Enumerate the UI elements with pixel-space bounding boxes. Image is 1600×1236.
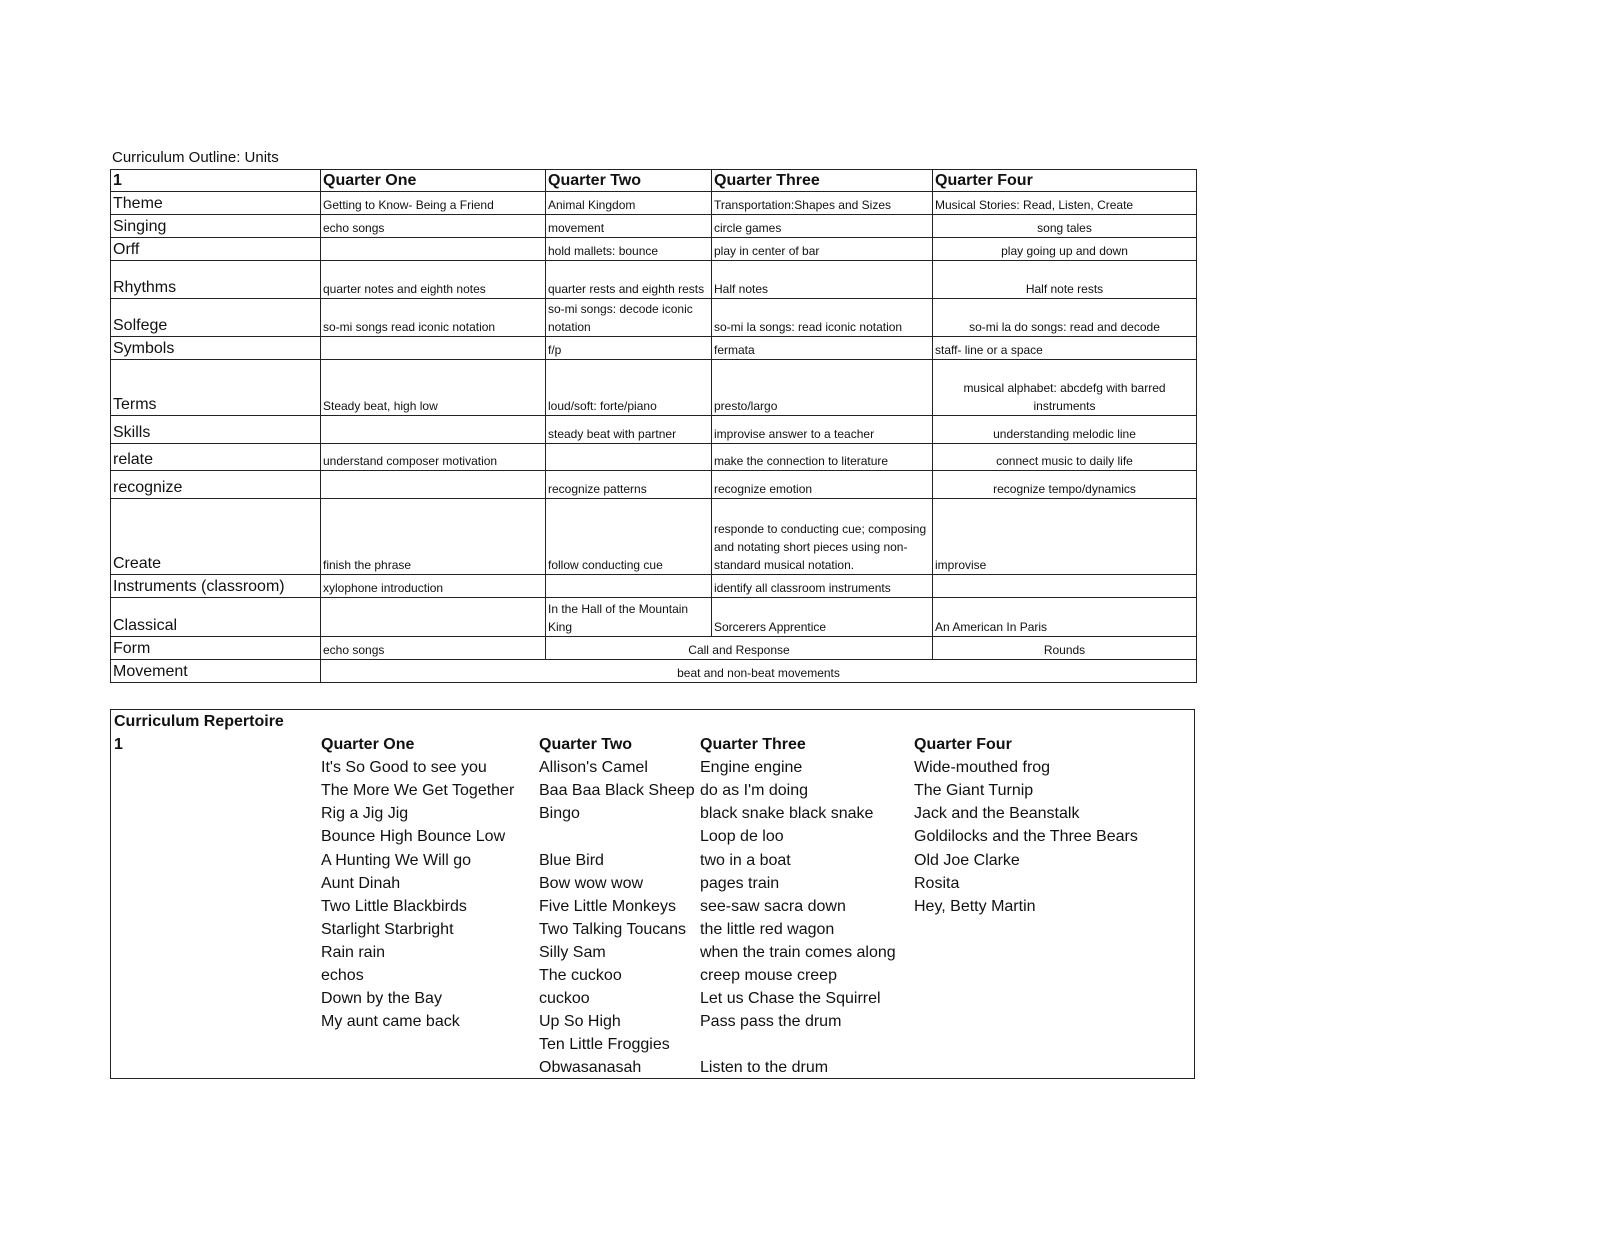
repertoire-column (700, 710, 896, 1080)
song-item: see-saw sacra down (700, 897, 846, 915)
table-cell: staff- line or a space (933, 337, 1197, 360)
table-row (111, 299, 1197, 337)
table-cell (933, 575, 1197, 598)
song-item: My aunt came back (321, 1013, 460, 1031)
table-cell: responde to conducting cue; composing and notating short pieces using non-standard musical notation. (712, 499, 933, 575)
table-row (111, 261, 1197, 299)
table-cell: Transportation:Shapes and Sizes (712, 192, 933, 215)
song-item: Bow wow wow (539, 874, 644, 892)
song-item: do as I'm doing (700, 782, 809, 800)
table-cell: Rounds (933, 637, 1197, 660)
song-item (914, 987, 1138, 1010)
row-label: Create (111, 499, 321, 575)
row-label: Instruments (classroom) (111, 575, 321, 598)
table-cell: recognize tempo/dynamics (933, 471, 1197, 499)
song-item: Goldilocks and the Three Bears (914, 828, 1138, 846)
table-row (111, 192, 1197, 215)
song-item: the little red wagon (700, 920, 835, 938)
table-cell: make the connection to literature (712, 444, 933, 471)
song-item: Starlight Starbright (321, 920, 454, 938)
quarter-heading: Quarter Four (914, 736, 1012, 754)
table-row (111, 499, 1197, 575)
row-label: Rhythms (111, 261, 321, 299)
song-item: The cuckoo (539, 967, 622, 985)
song-item: Bingo (539, 805, 580, 823)
row-label: Skills (111, 416, 321, 444)
song-item: Hey, Betty Martin (914, 897, 1036, 915)
table-cell: hold mallets: bounce (546, 238, 712, 261)
song-item (914, 1056, 1138, 1079)
table-cell (321, 238, 546, 261)
table-cell: improvise answer to a teacher (712, 416, 933, 444)
song-item: Let us Chase the Squirrel (700, 990, 881, 1008)
spacer (539, 710, 695, 733)
units-table (110, 169, 1197, 683)
song-item (914, 1033, 1138, 1056)
row-label: relate (111, 444, 321, 471)
table-row (111, 660, 1197, 683)
song-item: Wide-mouthed frog (914, 759, 1051, 777)
table-cell: Animal Kingdom (546, 192, 712, 215)
table-cell (321, 598, 546, 637)
table-row (111, 416, 1197, 444)
table-cell (321, 471, 546, 499)
song-item: Aunt Dinah (321, 874, 401, 892)
song-item: Obwasanasah (539, 1059, 642, 1077)
quarter-heading: Quarter Two (539, 736, 633, 754)
spacer (700, 710, 896, 733)
table-row (111, 444, 1197, 471)
table-cell: xylophone introduction (321, 575, 546, 598)
table-cell: song tales (933, 215, 1197, 238)
table-cell: An American In Paris (933, 598, 1197, 637)
song-item: when the train comes along (700, 943, 896, 961)
song-item: black snake black snake (700, 805, 874, 823)
table-cell: connect music to daily life (933, 444, 1197, 471)
song-item (914, 941, 1138, 964)
header-cell: Quarter Four (933, 170, 1197, 192)
song-item: Five Little Monkeys (539, 897, 676, 915)
row-label: Orff (111, 238, 321, 261)
table-row (111, 471, 1197, 499)
song-item: A Hunting We Will go (321, 851, 471, 869)
row-label: Symbols (111, 337, 321, 360)
repertoire-box (110, 709, 1195, 1079)
table-cell: play in center of bar (712, 238, 933, 261)
song-item: Pass pass the drum (700, 1013, 842, 1031)
repertoire-title: Curriculum Repertoire (114, 713, 284, 730)
song-item: Allison's Camel (539, 759, 648, 777)
row-label: Theme (111, 192, 321, 215)
song-item: Two Little Blackbirds (321, 897, 467, 915)
song-item: The Giant Turnip (914, 782, 1034, 800)
table-cell: recognize emotion (712, 471, 933, 499)
song-item: Engine engine (700, 759, 803, 777)
table-cell: Musical Stories: Read, Listen, Create (933, 192, 1197, 215)
table-row (111, 575, 1197, 598)
table-cell: fermata (712, 337, 933, 360)
table-row (111, 360, 1197, 416)
table-cell: quarter rests and eighth rests (546, 261, 712, 299)
table-cell (546, 575, 712, 598)
table-cell (321, 337, 546, 360)
table-cell: follow conducting cue (546, 499, 712, 575)
song-item: Listen to the drum (700, 1059, 829, 1077)
song-item: creep mouse creep (700, 967, 837, 985)
table-cell (546, 444, 712, 471)
table-cell: finish the phrase (321, 499, 546, 575)
song-item (700, 1033, 896, 1056)
repertoire-column (914, 710, 1138, 1080)
quarter-heading: Quarter Three (700, 736, 806, 754)
song-item: Loop de loo (700, 828, 784, 846)
table-cell: beat and non-beat movements (321, 660, 1197, 683)
table-cell: understand composer motivation (321, 444, 546, 471)
song-item (539, 825, 695, 848)
song-item: pages train (700, 874, 780, 892)
song-item: Down by the Bay (321, 990, 442, 1008)
table-cell: Steady beat, high low (321, 360, 546, 416)
song-item: cuckoo (539, 990, 590, 1008)
song-item: Rosita (914, 874, 960, 892)
header-cell: Quarter One (321, 170, 546, 192)
quarter-heading: Quarter One (321, 736, 415, 754)
song-item: two in a boat (700, 851, 791, 869)
table-cell: Call and Response (546, 637, 933, 660)
song-item: Ten Little Froggies (539, 1036, 670, 1054)
song-item: Rain rain (321, 943, 386, 961)
table-cell: understanding melodic line (933, 416, 1197, 444)
row-label: Solfege (111, 299, 321, 337)
repertoire-grade: 1 (114, 736, 123, 754)
table-cell: identify all classroom instruments (712, 575, 933, 598)
table-cell: musical alphabet: abcdefg with barred instruments (933, 360, 1197, 416)
table-cell: Half note rests (933, 261, 1197, 299)
row-label: Singing (111, 215, 321, 238)
table-cell: presto/largo (712, 360, 933, 416)
table-cell: echo songs (321, 215, 546, 238)
song-item: Baa Baa Black Sheep (539, 782, 695, 800)
row-label: Terms (111, 360, 321, 416)
table-cell: improvise (933, 499, 1197, 575)
table-header-row (111, 170, 1197, 192)
song-item: It's So Good to see you (321, 759, 487, 777)
row-label: Classical (111, 598, 321, 637)
header-cell: Quarter Three (712, 170, 933, 192)
table-cell: movement (546, 215, 712, 238)
table-cell: so-mi songs: decode iconic notation (546, 299, 712, 337)
table-cell: Half notes (712, 261, 933, 299)
table-row (111, 215, 1197, 238)
table-cell: loud/soft: forte/piano (546, 360, 712, 416)
spacer (321, 710, 514, 733)
header-cell: 1 (111, 170, 321, 192)
song-item (321, 1056, 514, 1079)
repertoire-label-column (114, 710, 284, 756)
table-row (111, 337, 1197, 360)
song-item (914, 1010, 1138, 1033)
song-item (321, 1033, 514, 1056)
spacer (914, 710, 1138, 733)
table-row (111, 637, 1197, 660)
table-cell: f/p (546, 337, 712, 360)
song-item: Blue Bird (539, 851, 604, 869)
header-cell: Quarter Two (546, 170, 712, 192)
table-cell: quarter notes and eighth notes (321, 261, 546, 299)
song-item: Two Talking Toucans (539, 920, 687, 938)
song-item: Rig a Jig Jig (321, 805, 409, 823)
row-label: Form (111, 637, 321, 660)
row-label: Movement (111, 660, 321, 683)
repertoire-column (321, 710, 514, 1080)
table-cell: circle games (712, 215, 933, 238)
table-cell: echo songs (321, 637, 546, 660)
table-cell (321, 416, 546, 444)
outline-title: Curriculum Outline: Units (112, 149, 279, 166)
table-cell: recognize patterns (546, 471, 712, 499)
song-item: Bounce High Bounce Low (321, 828, 506, 846)
table-cell: Getting to Know- Being a Friend (321, 192, 546, 215)
song-item (914, 918, 1138, 941)
song-item: echos (321, 967, 364, 985)
row-label: recognize (111, 471, 321, 499)
song-item: Jack and the Beanstalk (914, 805, 1080, 823)
table-cell: play going up and down (933, 238, 1197, 261)
table-cell: so-mi la songs: read iconic notation (712, 299, 933, 337)
table-row (111, 598, 1197, 637)
song-item: Up So High (539, 1013, 621, 1031)
table-cell: steady beat with partner (546, 416, 712, 444)
table-cell: In the Hall of the Mountain King (546, 598, 712, 637)
repertoire-column (539, 710, 695, 1080)
table-cell: Sorcerers Apprentice (712, 598, 933, 637)
song-item: The More We Get Together (321, 782, 515, 800)
song-item: Old Joe Clarke (914, 851, 1020, 869)
table-row (111, 238, 1197, 261)
table-cell: so-mi la do songs: read and decode (933, 299, 1197, 337)
table-cell: so-mi songs read iconic notation (321, 299, 546, 337)
song-item (914, 964, 1138, 987)
song-item: Silly Sam (539, 943, 606, 961)
